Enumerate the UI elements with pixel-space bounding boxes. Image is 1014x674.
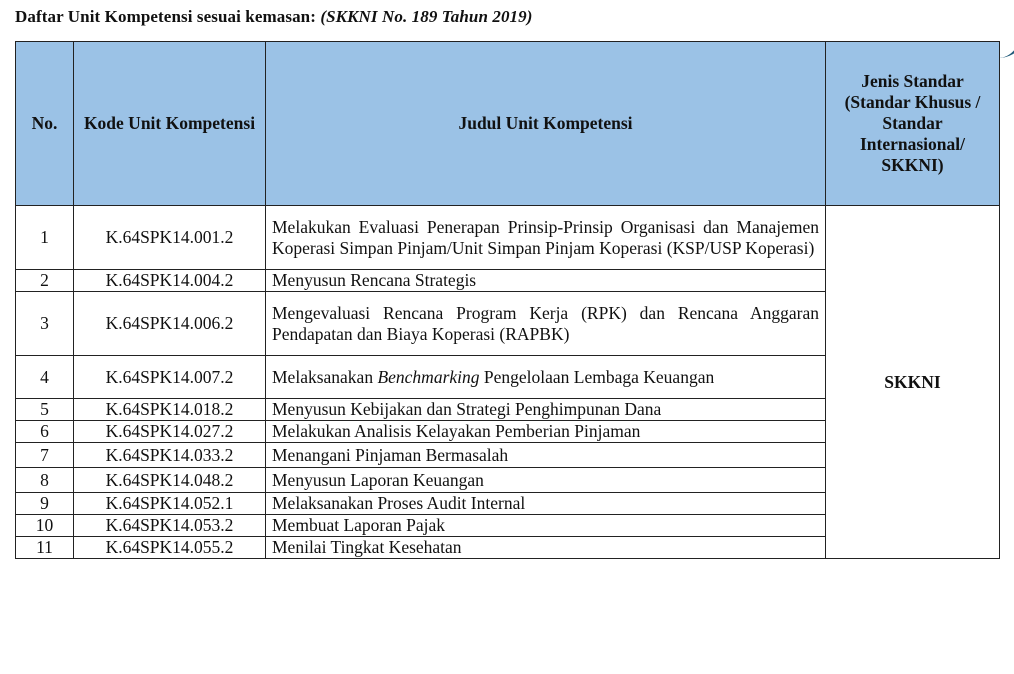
cell-no: 9 bbox=[16, 493, 74, 515]
header-kode: Kode Unit Kompetensi bbox=[74, 42, 266, 206]
judul-text-post: Pengelolaan Lembaga Keuangan bbox=[479, 366, 715, 387]
cell-judul: Melakukan Analisis Kelayakan Pemberian Pinjaman bbox=[266, 421, 826, 443]
judul-text-pre: Melaksanakan bbox=[272, 366, 378, 387]
cell-judul: Menilai Tingkat Kesehatan bbox=[266, 537, 826, 559]
cell-judul: Menangani Pinjaman Bermasalah bbox=[266, 443, 826, 468]
cell-kode: K.64SPK14.004.2 bbox=[74, 270, 266, 292]
cell-kode: K.64SPK14.053.2 bbox=[74, 515, 266, 537]
cell-kode: K.64SPK14.055.2 bbox=[74, 537, 266, 559]
cell-no: 6 bbox=[16, 421, 74, 443]
cell-kode: K.64SPK14.033.2 bbox=[74, 443, 266, 468]
cell-judul: Membuat Laporan Pajak bbox=[266, 515, 826, 537]
cell-kode: K.64SPK14.006.2 bbox=[74, 292, 266, 356]
table-row bbox=[16, 206, 1000, 270]
cell-judul: Menyusun Laporan Keuangan bbox=[266, 468, 826, 493]
cell-no: 8 bbox=[16, 468, 74, 493]
cell-jenis: SKKNI bbox=[826, 206, 1000, 559]
cell-kode: K.64SPK14.048.2 bbox=[74, 468, 266, 493]
cell-no: 4 bbox=[16, 356, 74, 399]
cell-judul: Menyusun Rencana Strategis bbox=[266, 270, 826, 292]
header-judul: Judul Unit Kompetensi bbox=[266, 42, 826, 206]
table-header-row bbox=[16, 42, 1000, 206]
cell-kode: K.64SPK14.007.2 bbox=[74, 356, 266, 399]
cell-no: 2 bbox=[16, 270, 74, 292]
judul-text-emphasis: Benchmarking bbox=[377, 366, 480, 387]
cell-kode: K.64SPK14.001.2 bbox=[74, 206, 266, 270]
competency-table bbox=[15, 41, 1000, 559]
cell-kode: K.64SPK14.027.2 bbox=[74, 421, 266, 443]
cell-judul bbox=[266, 356, 826, 399]
cell-judul: Menyusun Kebijakan dan Strategi Penghimpunan Dana bbox=[266, 399, 826, 421]
cell-judul: Melaksanakan Proses Audit Internal bbox=[266, 493, 826, 515]
cell-judul: Melakukan Evaluasi Penerapan Prinsip-Prinsip Organisasi dan Manajemen Koperasi Simpan Pinjam/Unit Simpan Pinjam Koperasi (KSP/USP Koperasi) bbox=[266, 206, 826, 270]
cell-kode: K.64SPK14.052.1 bbox=[74, 493, 266, 515]
cell-no: 7 bbox=[16, 443, 74, 468]
heading-prefix: Daftar Unit Kompetensi sesuai kemasan: bbox=[15, 7, 321, 26]
header-jenis: Jenis Standar (Standar Khusus / Standar Internasional/ SKKNI) bbox=[826, 42, 1000, 206]
cell-no: 3 bbox=[16, 292, 74, 356]
cell-kode: K.64SPK14.018.2 bbox=[74, 399, 266, 421]
page-heading bbox=[15, 7, 533, 27]
cell-no: 1 bbox=[16, 206, 74, 270]
cell-no: 11 bbox=[16, 537, 74, 559]
cell-judul: Mengevaluasi Rencana Program Kerja (RPK) dan Rencana Anggaran Pendapatan dan Biaya Koperasi (RAPBK) bbox=[266, 292, 826, 356]
cell-no: 5 bbox=[16, 399, 74, 421]
cell-no: 10 bbox=[16, 515, 74, 537]
header-no: No. bbox=[16, 42, 74, 206]
heading-source: (SKKNI No. 189 Tahun 2019) bbox=[320, 7, 533, 26]
